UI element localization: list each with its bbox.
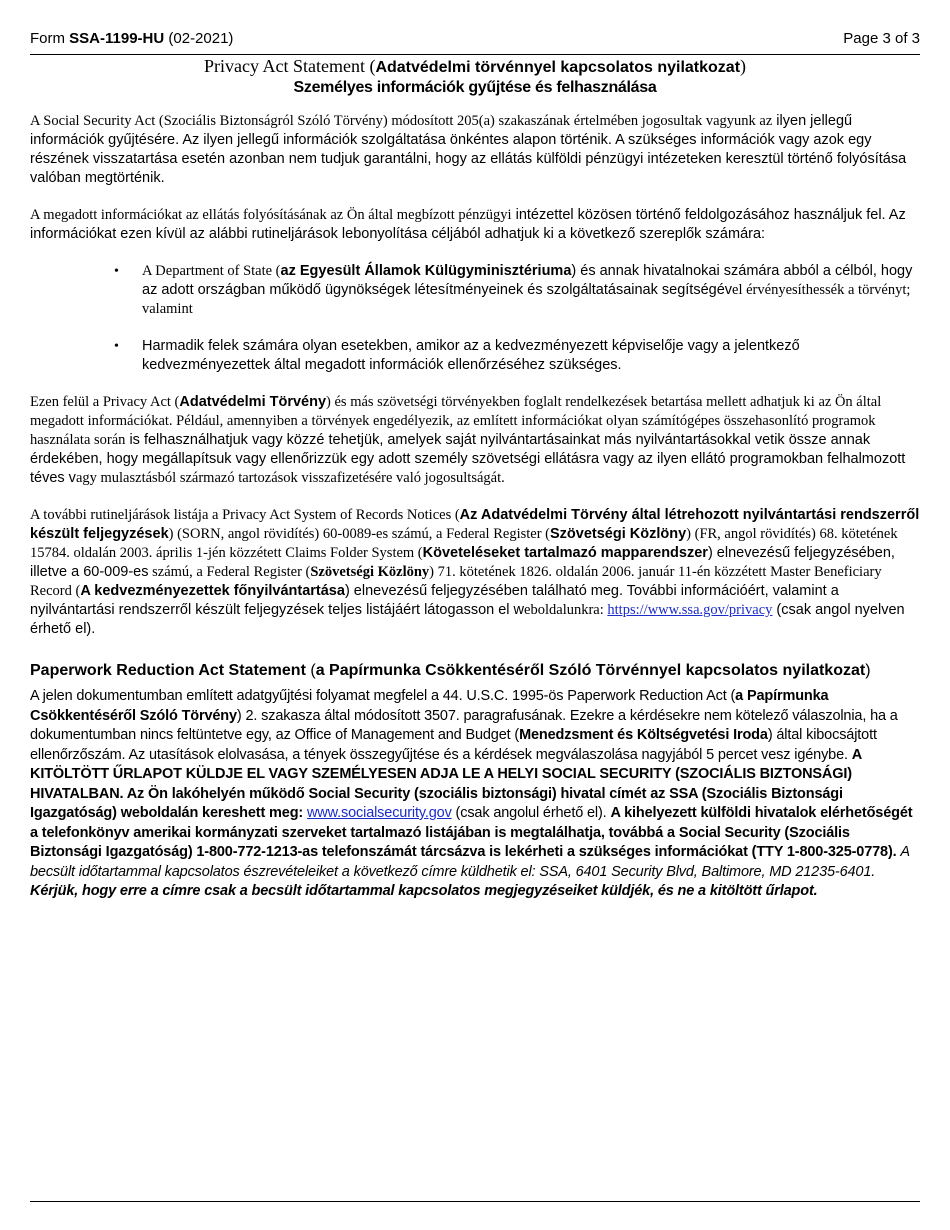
form-number: SSA-1199-HU [69,30,165,47]
paragraph-authority: A Social Security Act (Szociális Biztonságról Szóló Törvény) módosított 205(a) szakaszának értelmében jogosultak vagyunk az ilyen jellegű információk gyűjtésére. Az ilyen jellegű információk szolgáltatása önkéntes alapon történik. A szükséges információk vagy azok egy részének visszatartása esetén azonban nem tudjuk garantálni, hogy az ellátás külföldi pénzügyi intézeteken keresztül történő folyósítása valóban megtörténik. [30,113,907,186]
paragraph-sorn: A további rutineljárások listája a Privacy Act System of Records Notices (Az Adatvédelmi Törvény által létrehozott nyilvántartási rendszerről készült feljegyzések) (SORN, angol rövidítés) 60-0089-es számú, a Federal Register (Szövetségi Közlöny) (FR, angol rövidítés) 68. kötetének 15784. oldalán 2003. április 1-jén közzétett Claims Folder System (Követeléseket tartalmazó mapparendszer) elnevezésű feljegyzésében, illetve a 60-009-es számú, a Federal Register (Szövetségi Közlöny) 71. kötetének 1826. oldalán 2006. január 11-én közzétett Master Beneficiary Record (A kedvezményezettek főnyilvántartása) elnevezésű feljegyzésében található meg. További információért, valamint a nyilvántartási rendszerről készült feljegyzések teljes listájáért látogasson el weboldalunkra: https://www.ssa.gov/privacy (csak angol nyelven érhető el). [30,507,920,637]
subtitle: Személyes információk gyűjtése és felhasználása [293,79,657,96]
form-identifier: Form SSA-1199-HU (02-2021) [30,30,234,47]
list-item: • A Department of State (az Egyesült Államok Külügyminisztériuma) és annak hivatalnokai számára abból a célból, hogy az adott országban működő ügynökségek létesítményeinek és szolgáltatásainak segítségével érvényesíthessék a törvényt; valamint [114,263,913,317]
paragraph-disclosure: Ezen felül a Privacy Act (Adatvédelmi Törvény) és más szövetségi törvényekben foglalt rendelkezések betartása mellett adhatjuk ki az Ön által megadott információkat. Például, amennyiben a törvények engedélyezik, az említett információkat olyan számítógépes összehasonlító programok használata során is felhasználhatjuk vagy közzé tehetjük, amelyek saját nyilvántartásainkat más nyilvántartásokkal vetik össze annak érdekében, hogy megállapítsuk vagy ellenőrizzük egy adott személy szövetségi ellátásra vagy az ilyen ellátó programokban felhalmozott téves vagy mulasztásból származó tartozások visszafizetésére való jogosultságát. [30,394,906,486]
bullet-icon: • [114,339,119,354]
title-english: Privacy Act Statement [203,56,365,76]
bullet-icon: • [114,264,119,279]
paragraph-pra: A jelen dokumentumban említett adatgyűjtési folyamat megfelel a 44. U.S.C. 1995-ös Paperwork Reduction Act (a Papírmunka Csökkentéséről Szóló Törvény) 2. szakasza által módosított 3507. paragrafusának. Ezekre a kérdésekre nem kötelező válaszolnia, ha a dokumentumban nincs feltüntetve egy, az Office of Management and Budget (Menedzsment és Költségvetési Iroda) által kibocsájtott ellenőrzőszám. Az utasítások elolvasása, a tények összegyűjtése és a kérdések megválaszolása nagyjából 5 percet vesz igénybe. A KITÖLTÖTT ŰRLAPOT KÜLDJE EL VAGY SZEMÉLYESEN ADJA LE A HELYI SOCIAL SECURITY (SZOCIÁLIS BIZTONSÁGI) HIVATALBAN. Az Ön lakóhelyén működő Social Security (szociális biztonsági) hivatal címét az SSA (Szociális Biztonsági Igazgatóság) weboldalán kereshett meg: www.socialsecurity.gov (csak angolul érhető el). A kihelyezett külföldi hivatalok elérhetőségét a telefonkönyv amerikai kormányzati szerveket tartalmazó listájában is megtalálhatja, továbbá a Social Security (Szociális Biztonsági Igazgatóság) 1-800-772-1213-as telefonszámát tárcsázva is lekérheti a szükséges információkat (TTY 1-800-325-0778). A becsült időtartammal kapcsolatos észrevételeiket a következő címre küldhetik el: SSA, 6401 Security Blvd, Baltimore, MD 21235-6401. Kérjük, hogy erre a címre csak a becsült időtartammal kapcsolatos megjegyzéseiket küldjék, és ne a kitöltött űrlapot. [30,688,913,899]
title-hungarian: Adatvédelmi törvénnyel kapcsolatos nyilatkozat [375,59,741,76]
routine-uses-list [30,262,920,375]
socialsecurity-link[interactable]: www.socialsecurity.gov [306,805,452,821]
paragraph-uses: A megadott információkat az ellátás folyósításának az Ön által megbízott pénzügyi intézettel közösen történő feldolgozásához használjuk fel. Az információkat ezen kívül az alábbi rutineljárások lebonyolítása céljából adhatjuk ki a következő szereplők számára: [30,207,906,242]
page-content [30,56,920,902]
list-item: • Harmadik felek számára olyan esetekben, amikor az a kedvezményezett képviselője vagy a jelentkező kedvezményezettek által megadott információk ellenőrzéséhez szükséges. [114,338,800,373]
page-title: Privacy Act Statement (Adatvédelmi törvénnyel kapcsolatos nyilatkozat) Személyes információk gyűjtése és felhasználása [30,56,920,98]
footer-divider [30,1201,920,1202]
pra-heading: Paperwork Reduction Act Statement (a Papírmunka Csökkentéséről Szóló Törvénnyel kapcsolatos nyilatkozat) [30,662,871,679]
page-header [30,30,920,55]
privacy-link[interactable]: https://www.ssa.gov/privacy [607,602,773,618]
page-number: Page 3 of 3 [843,30,920,47]
